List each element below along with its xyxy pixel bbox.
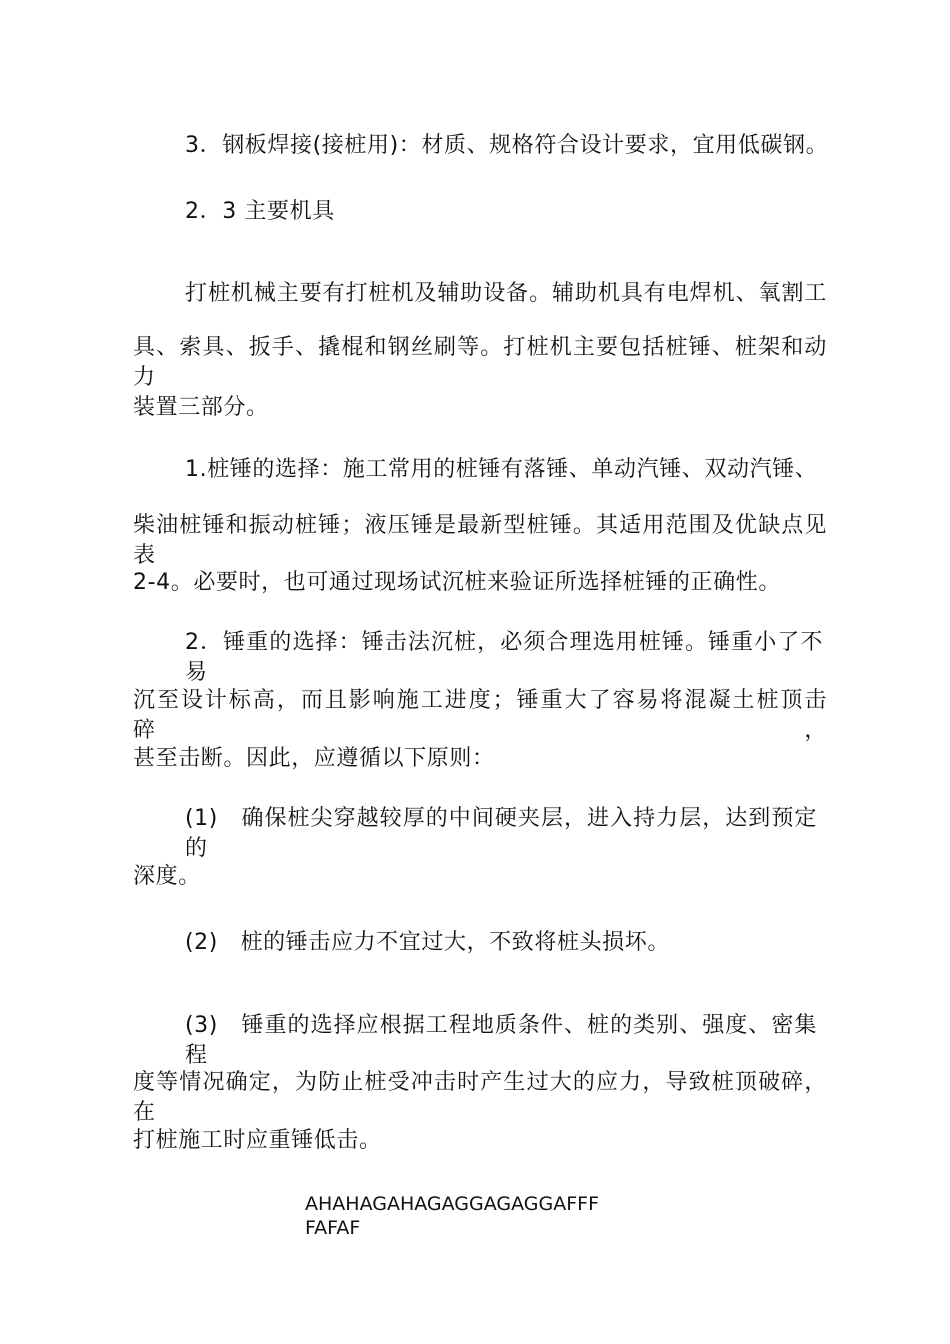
paragraph-hammer-weight-line-2: 沉至设计标高，而且影响施工进度；锤重大了容易将混凝土桩顶击碎，: [133, 688, 827, 743]
paragraph-hammer-selection-line-3: 2-4。必要时，也可通过现场试沉桩来验证所选择桩锤的正确性。: [133, 570, 781, 595]
paragraph-hammer-weight-line-1: 2．锤重的选择：锤击法沉桩，必须合理选用桩锤。锤重小了不易: [185, 630, 823, 685]
paragraph-hammer-selection-line-2: 柴油桩锤和振动桩锤；液压锤是最新型桩锤。其适用范围及优缺点见表: [133, 513, 827, 568]
list-item-2: (2) 桩的锤击应力不宜过大，不致将桩头损坏。: [185, 930, 670, 955]
paragraph-hammer-selection-line-1: 1.桩锤的选择：施工常用的桩锤有落锤、单动汽锤、双动汽锤、: [185, 457, 818, 482]
footer-code-line-2: FAFAF: [305, 1217, 361, 1239]
paragraph-hammer-weight-line-3: 甚至击断。因此，应遵循以下原则：: [133, 746, 495, 771]
paragraph-piling-machinery-line-1: 打桩机械主要有打桩机及辅助设备。辅助机具有电焊机、氧割工: [185, 281, 827, 306]
paragraph-steel-plate-welding: 3．钢板焊接(接桩用)：材质、规格符合设计要求，宜用低碳钢。: [185, 133, 829, 158]
footer-code-line-1: AHAHAGAHAGAGGAGAGGAFFF: [305, 1193, 600, 1215]
paragraph-piling-machinery-line-3: 装置三部分。: [133, 395, 269, 420]
list-item-1-line-1: (1) 确保桩尖穿越较厚的中间硬夹层，进入持力层，达到预定的: [185, 806, 817, 861]
paragraph-piling-machinery-line-2: 具、索具、扳手、撬棍和钢丝刷等。打桩机主要包括桩锤、桩架和动力: [133, 335, 827, 390]
list-item-3-line-1: (3) 锤重的选择应根据工程地质条件、桩的类别、强度、密集程: [185, 1013, 817, 1068]
list-item-1-line-2: 深度。: [133, 864, 201, 889]
list-item-3-line-3: 打桩施工时应重锤低击。: [133, 1128, 382, 1153]
section-heading-main-equipment: 2．3 主要机具: [185, 199, 335, 224]
list-item-3-line-2: 度等情况确定，为防止桩受冲击时产生过大的应力，导致桩顶破碎，在: [133, 1070, 827, 1125]
